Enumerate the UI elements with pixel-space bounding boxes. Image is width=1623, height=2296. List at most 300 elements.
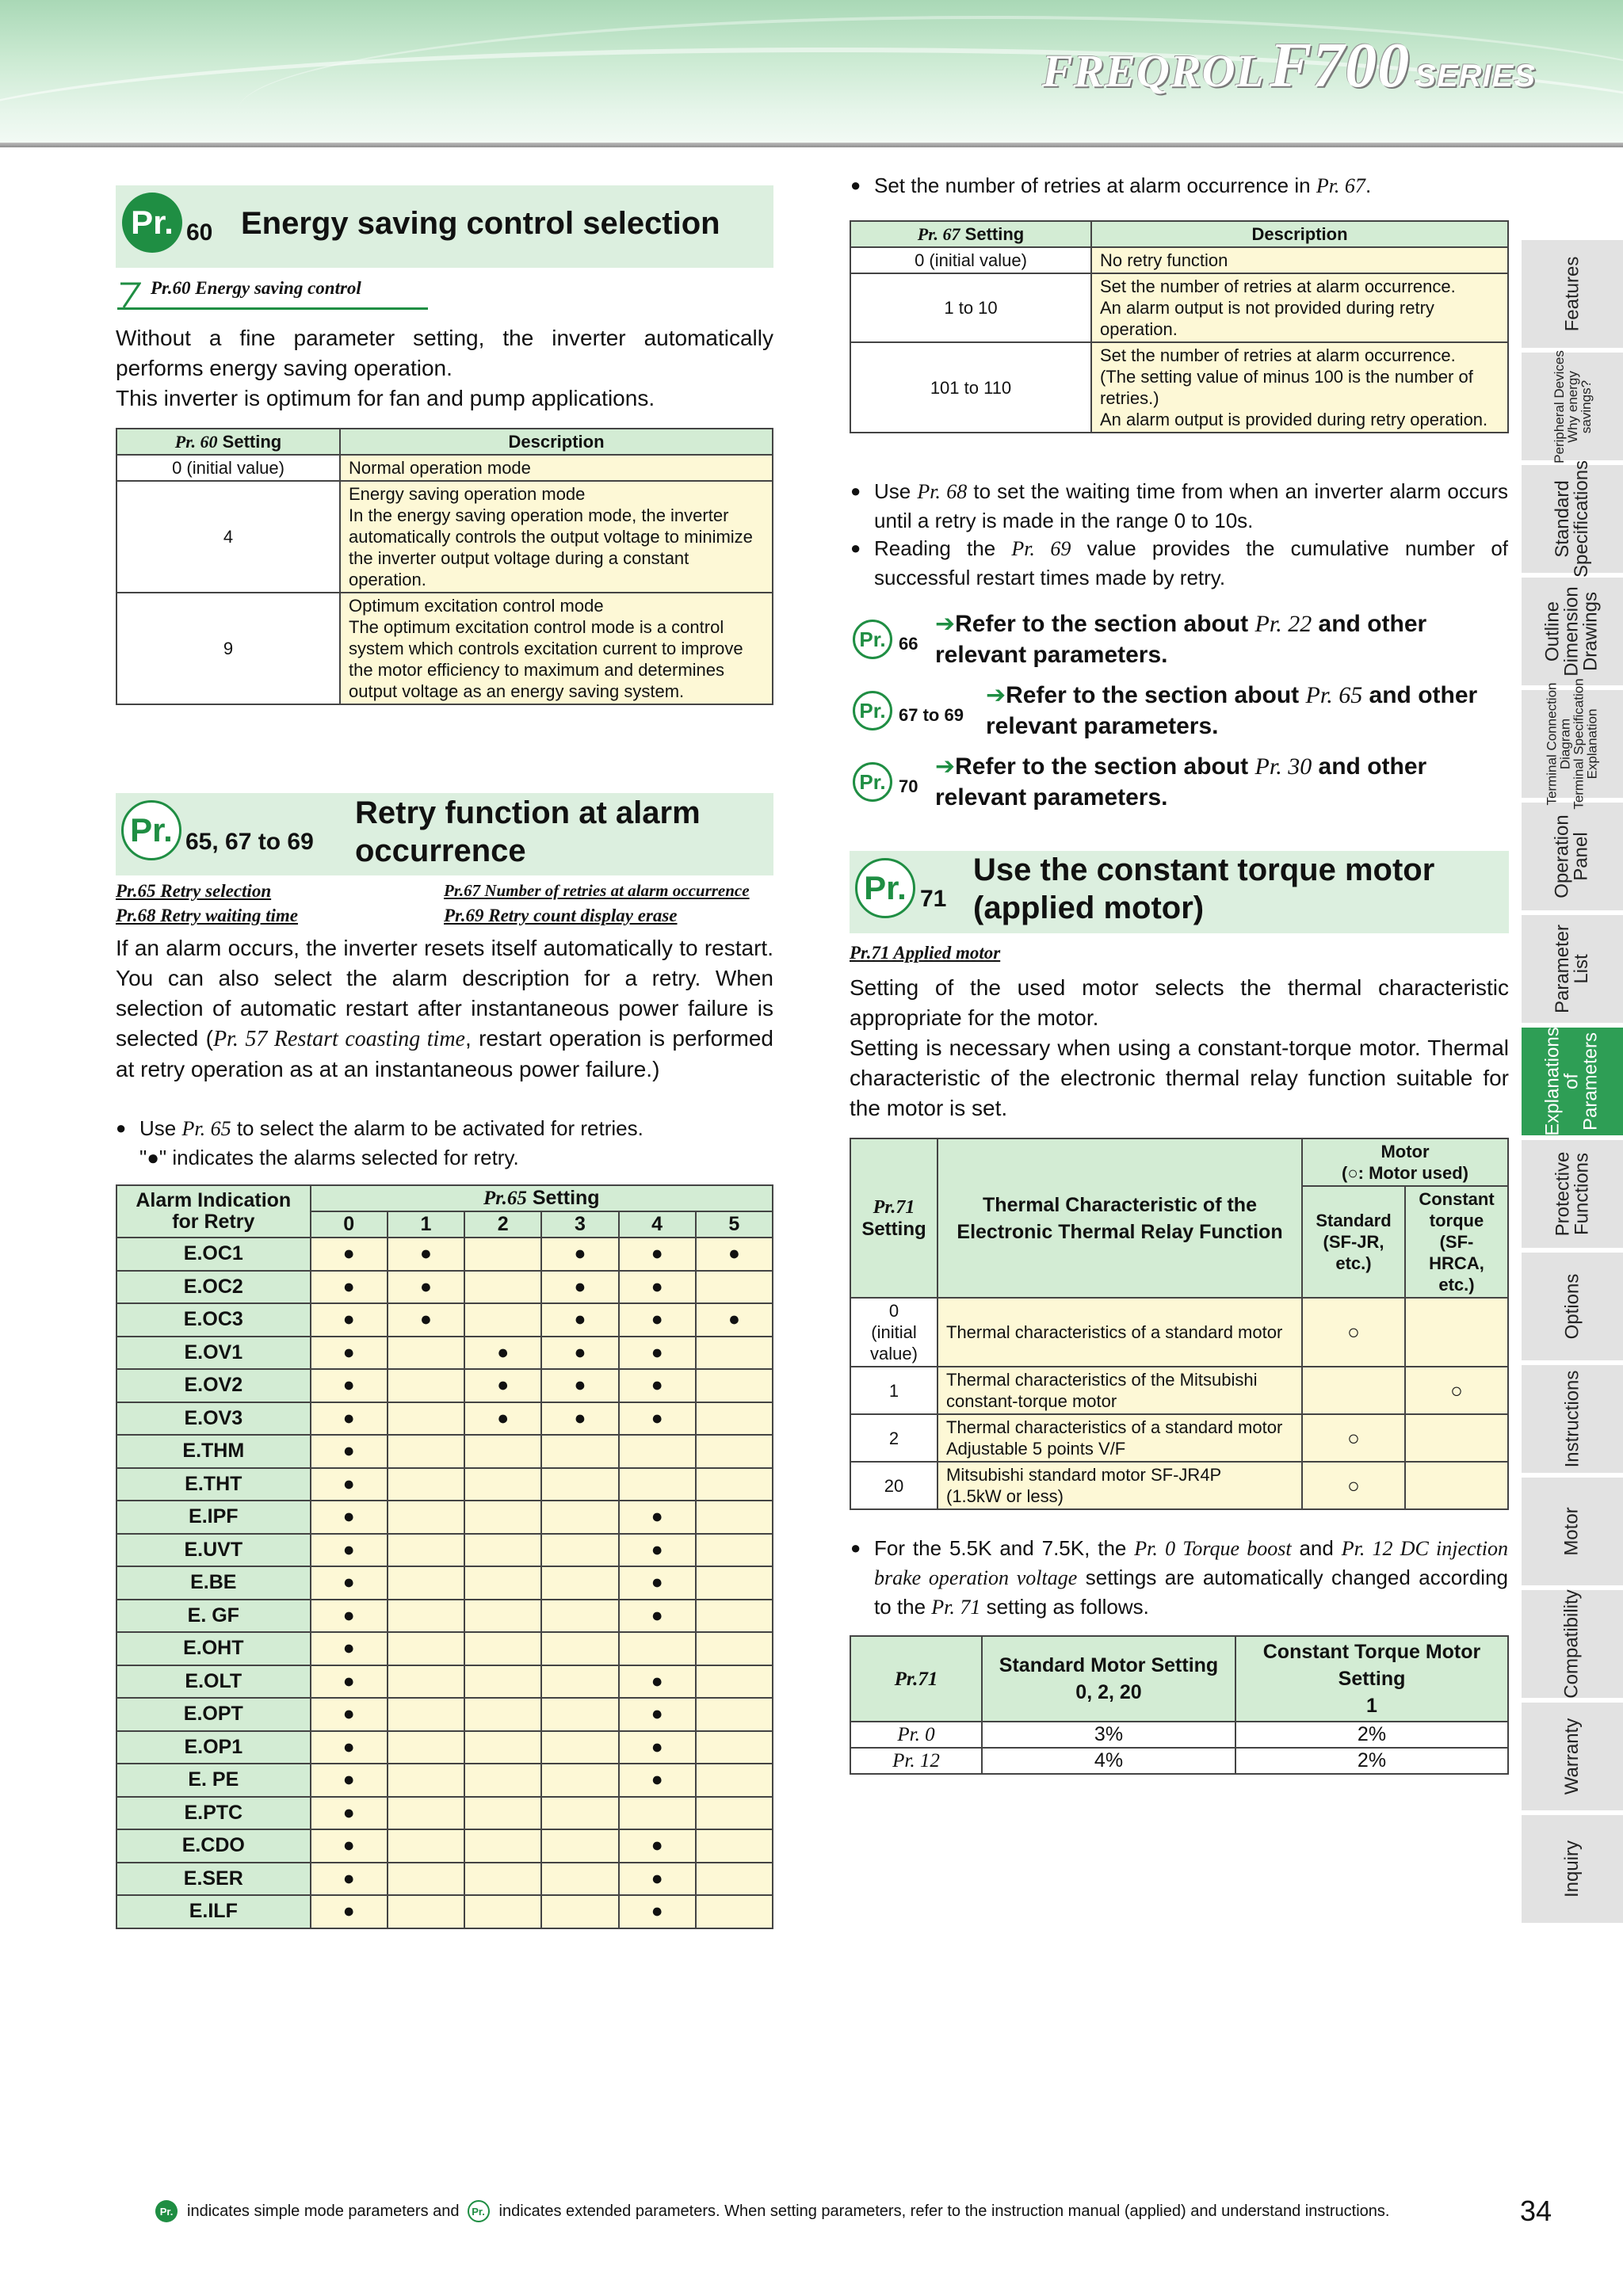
constant-torque-cell: [1405, 1298, 1508, 1367]
column-header: 3: [541, 1211, 618, 1238]
ref-number: 70: [899, 776, 918, 796]
tab-label: Motor: [1560, 1507, 1583, 1556]
retry-mark-cell: ●: [541, 1402, 618, 1436]
alarm-name-cell: E.OC1: [116, 1238, 311, 1271]
retry-mark-cell: [541, 1863, 618, 1896]
retry-mark-cell: ●: [311, 1665, 388, 1699]
pr-extended-badge: Pr.: [855, 858, 915, 918]
constant-torque-cell: [1405, 1462, 1508, 1509]
retry-mark-cell: [388, 1797, 464, 1830]
alarm-name-cell: E.SER: [116, 1863, 311, 1896]
column-header: 2: [464, 1211, 541, 1238]
tab-label: Operation Panel: [1552, 814, 1592, 898]
setting-cell: 9: [116, 593, 340, 704]
paragraph: Setting of the used motor selects the thermal characteristic appropriate for the motor.: [850, 975, 1509, 1030]
brand-freqrol: FREQROL: [1041, 45, 1265, 97]
column-header: Pr.71: [850, 1636, 982, 1722]
pr-extended-badge: Pr.: [121, 800, 181, 860]
setting-cell: 1 to 10: [850, 273, 1091, 342]
retry-mark-cell: ●: [619, 1764, 696, 1797]
column-header: Thermal Characteristic of the Electronic Thermal Relay Function: [938, 1138, 1302, 1298]
retry-mark-cell: ●: [311, 1632, 388, 1665]
parameter-cell: Pr. 0: [850, 1722, 982, 1748]
subsection-link[interactable]: Pr.71 Applied motor: [850, 943, 1001, 963]
arrow-right-icon: ➔: [986, 682, 1006, 708]
standard-value-cell: 3%: [982, 1722, 1235, 1748]
setting-cell: 0 (initial value): [850, 1298, 938, 1367]
description-cell: Set the number of retries at alarm occurrence. (The setting value of minus 100 is the number of retries.) An alarm output is provided during retry operation.: [1091, 342, 1508, 433]
bullet-item: ● Reading the Pr. 69 value provides the cumulative number of successful restart times made by retry.: [850, 534, 1508, 592]
table-row: [116, 1402, 773, 1436]
pr-extended-badge: Pr.: [468, 2200, 490, 2222]
page-number: 34: [1520, 2195, 1552, 2227]
standard-motor-cell: ○: [1302, 1298, 1405, 1367]
retry-mark-cell: [619, 1468, 696, 1501]
section-tab[interactable]: [1520, 1365, 1623, 1473]
retry-mark-cell: [388, 1863, 464, 1896]
table-row: [116, 1797, 773, 1830]
retry-mark-cell: ●: [619, 1829, 696, 1863]
description-cell: No retry function: [1091, 247, 1508, 273]
tab-label: Standard Specifications: [1552, 460, 1593, 578]
retry-mark-cell: [388, 1566, 464, 1600]
retry-mark-cell: [541, 1829, 618, 1863]
retry-mark-cell: ●: [619, 1566, 696, 1600]
column-header: 4: [619, 1211, 696, 1238]
table-row: [116, 593, 773, 704]
retry-mark-cell: [696, 1632, 773, 1665]
retry-mark-cell: [464, 1435, 541, 1468]
retry-mark-cell: [541, 1797, 618, 1830]
table-row: [116, 1238, 773, 1271]
retry-mark-cell: [541, 1632, 618, 1665]
retry-mark-cell: [388, 1501, 464, 1534]
section-tab[interactable]: [1520, 1703, 1623, 1810]
pr60-settings-table: [116, 428, 773, 705]
pr-simple-badge: Pr.: [155, 2200, 178, 2222]
page-header: [0, 0, 1623, 147]
retry-mark-cell: [388, 1632, 464, 1665]
retry-mark-cell: ●: [311, 1369, 388, 1402]
table-row: [850, 1414, 1508, 1462]
alarm-name-cell: E.OV2: [116, 1369, 311, 1402]
retry-mark-cell: [619, 1797, 696, 1830]
retry-mark-cell: ●: [311, 1698, 388, 1731]
alarm-name-cell: E.PTC: [116, 1797, 311, 1830]
retry-mark-cell: ●: [541, 1337, 618, 1370]
column-header: Standard (SF-JR, etc.): [1302, 1186, 1405, 1298]
tab-label: Explanations of Parameters: [1542, 1027, 1602, 1136]
table-row: [116, 1271, 773, 1304]
retry-mark-cell: [619, 1632, 696, 1665]
retry-mark-cell: [696, 1271, 773, 1304]
column-header: 5: [696, 1211, 773, 1238]
section-tab[interactable]: [1520, 240, 1623, 348]
header-rule: [0, 143, 1623, 147]
table-row: [116, 1468, 773, 1501]
cross-reference[interactable]: ➔Refer to the section about Pr. 22 and other relevant parameters.: [935, 611, 1427, 668]
retry-mark-cell: [696, 1600, 773, 1633]
arrow-right-icon: ➔: [935, 611, 956, 637]
retry-mark-cell: ●: [619, 1369, 696, 1402]
alarm-name-cell: E.OV3: [116, 1402, 311, 1436]
retry-mark-cell: ●: [619, 1731, 696, 1764]
column-header: Pr. 67 Setting: [850, 221, 1091, 247]
retry-mark-cell: ●: [541, 1303, 618, 1337]
retry-mark-cell: [696, 1402, 773, 1436]
retry-mark-cell: [464, 1895, 541, 1928]
underline-rule: [117, 307, 428, 310]
pr-extended-badge: Pr.: [853, 762, 892, 802]
column-header: Standard Motor Setting 0, 2, 20: [982, 1636, 1235, 1722]
description-cell: Thermal characteristics of a standard motor Adjustable 5 points V/F: [938, 1414, 1302, 1462]
table-row: [850, 1367, 1508, 1414]
pr-extended-badge: Pr.: [853, 620, 892, 659]
parameter-cell: Pr. 12: [850, 1748, 982, 1774]
table-row: [116, 1600, 773, 1633]
constant-torque-cell: [1405, 1414, 1508, 1462]
paragraph: If an alarm occurs, the inverter resets itself automatically to restart. You can also select the alarm description for a retry. When selection of automatic restart after instantaneous power failure is selected (Pr. 57 Restart coasting time, restart operation is performed at retry operation as at an instantaneous power failure.): [116, 936, 773, 1081]
cross-reference[interactable]: ➔Refer to the section about Pr. 65 and other relevant parameters.: [986, 682, 1478, 739]
constant-torque-cell: ○: [1405, 1367, 1508, 1414]
alarm-name-cell: E.OC2: [116, 1271, 311, 1304]
subsection-link[interactable]: Pr.60 Energy saving control: [151, 278, 361, 298]
retry-mark-cell: [696, 1435, 773, 1468]
tab-label: Terminal Connection Diagram Terminal Specification Explanation: [1545, 678, 1601, 810]
pr-simple-badge: Pr.: [122, 193, 182, 253]
retry-mark-cell: [696, 1566, 773, 1600]
description-cell: Thermal characteristics of a standard motor: [938, 1298, 1302, 1367]
retry-mark-cell: [696, 1369, 773, 1402]
retry-mark-cell: [541, 1764, 618, 1797]
retry-mark-cell: [464, 1797, 541, 1830]
retry-mark-cell: ●: [464, 1337, 541, 1370]
retry-mark-cell: [464, 1534, 541, 1567]
subsection-link[interactable]: Pr.69 Retry count display erase: [444, 906, 678, 925]
retry-mark-cell: ●: [619, 1337, 696, 1370]
retry-mark-cell: ●: [388, 1303, 464, 1337]
retry-mark-cell: ●: [619, 1895, 696, 1928]
retry-mark-cell: [388, 1337, 464, 1370]
retry-mark-cell: ●: [311, 1600, 388, 1633]
column-header: Constant torque (SF-HRCA, etc.): [1405, 1186, 1508, 1298]
section-tab[interactable]: [1520, 678, 1623, 810]
section-tab[interactable]: [1520, 915, 1623, 1023]
retry-mark-cell: [388, 1895, 464, 1928]
alarm-name-cell: E.IPF: [116, 1501, 311, 1534]
alarm-name-cell: E.UVT: [116, 1534, 311, 1567]
tab-label: Protective Functions: [1552, 1151, 1592, 1237]
tab-label: Features: [1561, 256, 1583, 332]
retry-mark-cell: [696, 1665, 773, 1699]
retry-mark-cell: ●: [619, 1863, 696, 1896]
table-row: [850, 1748, 1508, 1774]
retry-mark-cell: [541, 1665, 618, 1699]
retry-mark-cell: ●: [311, 1863, 388, 1896]
retry-mark-cell: [464, 1600, 541, 1633]
subsection-link[interactable]: Pr.65 Retry selection: [116, 881, 272, 901]
retry-mark-cell: [388, 1698, 464, 1731]
table-row: [116, 1829, 773, 1863]
description-cell: Energy saving operation mode In the energy saving operation mode, the inverter automatically controls the output voltage to minimize the inverter output voltage during a constant operation.: [340, 481, 773, 593]
retry-mark-cell: [388, 1600, 464, 1633]
retry-mark-cell: ●: [311, 1501, 388, 1534]
column-header: Constant Torque Motor Setting 1: [1235, 1636, 1508, 1722]
column-header: Description: [1091, 221, 1508, 247]
table-row: [116, 1764, 773, 1797]
constant-value-cell: 2%: [1235, 1748, 1508, 1774]
retry-mark-cell: ●: [696, 1238, 773, 1271]
retry-mark-cell: ●: [311, 1337, 388, 1370]
retry-mark-cell: [464, 1501, 541, 1534]
pr71-thermal-table: [850, 1138, 1509, 1510]
retry-mark-cell: [696, 1337, 773, 1370]
column-header: 0: [311, 1211, 388, 1238]
retry-mark-cell: ●: [388, 1271, 464, 1304]
table-row: [850, 1462, 1508, 1509]
retry-mark-cell: [388, 1534, 464, 1567]
alarm-name-cell: E.THM: [116, 1435, 311, 1468]
retry-mark-cell: [464, 1665, 541, 1699]
setting-cell: 20: [850, 1462, 938, 1509]
section-tab[interactable]: [1520, 1478, 1623, 1585]
column-header: Pr. 60 Setting: [116, 429, 340, 455]
retry-mark-cell: [388, 1369, 464, 1402]
retry-mark-cell: ●: [311, 1303, 388, 1337]
legend-text: indicates extended parameters. When setting parameters, refer to the instruction manual (applied) and understand instructions.: [498, 2202, 1390, 2220]
section-title: Retry function at alarm occurrence: [355, 795, 701, 868]
setting-cell: 0 (initial value): [116, 455, 340, 481]
retry-mark-cell: [464, 1303, 541, 1337]
section-tab[interactable]: [1520, 578, 1623, 685]
table-row: [116, 1435, 773, 1468]
table-row: [116, 455, 773, 481]
retry-mark-cell: [464, 1468, 541, 1501]
column-header: 1: [388, 1211, 464, 1238]
paragraph: This inverter is optimum for fan and pump applications.: [116, 386, 655, 410]
table-row: [116, 1566, 773, 1600]
retry-mark-cell: [464, 1271, 541, 1304]
retry-mark-cell: ●: [619, 1534, 696, 1567]
retry-mark-cell: ●: [619, 1665, 696, 1699]
retry-mark-cell: [541, 1501, 618, 1534]
standard-value-cell: 4%: [982, 1748, 1235, 1774]
retry-mark-cell: ●: [311, 1435, 388, 1468]
retry-alarm-table: [116, 1184, 773, 1929]
ref-number: 67 to 69: [899, 705, 964, 725]
tab-label: Parameter List: [1551, 924, 1592, 1014]
pr-extended-badge: Pr.: [853, 691, 892, 730]
retry-mark-cell: ●: [464, 1402, 541, 1436]
retry-mark-cell: [541, 1435, 618, 1468]
retry-mark-cell: [464, 1863, 541, 1896]
retry-mark-cell: ●: [619, 1698, 696, 1731]
table-row: [850, 342, 1508, 433]
description-cell: Thermal characteristics of the Mitsubishi constant-torque motor: [938, 1367, 1302, 1414]
standard-motor-cell: ○: [1302, 1462, 1405, 1509]
bullet-item: ● For the 5.5K and 7.5K, the Pr. 0 Torque boost and Pr. 12 DC injection brake operation voltage settings are automatically changed according to the Pr. 71 setting as follows.: [850, 1534, 1508, 1622]
retry-mark-cell: [696, 1468, 773, 1501]
retry-mark-cell: [696, 1863, 773, 1896]
setting-cell: 0 (initial value): [850, 247, 1091, 273]
table-row: [116, 1863, 773, 1896]
column-header: Alarm Indication for Retry: [116, 1185, 311, 1238]
table-row: [850, 273, 1508, 342]
alarm-name-cell: E.OP1: [116, 1731, 311, 1764]
setting-cell: 2: [850, 1414, 938, 1462]
retry-mark-cell: [388, 1402, 464, 1436]
bullet-item: ● Use Pr. 65 to select the alarm to be activated for retries. "●" indicates the alarms selected for retry.: [116, 1114, 773, 1172]
table-row: [116, 1665, 773, 1699]
retry-mark-cell: ●: [541, 1369, 618, 1402]
table-row: [116, 481, 773, 593]
retry-mark-cell: ●: [619, 1303, 696, 1337]
retry-mark-cell: ●: [696, 1303, 773, 1337]
section-tabs: [1520, 240, 1623, 1928]
retry-mark-cell: ●: [311, 1895, 388, 1928]
section-number: 65, 67 to 69: [185, 829, 314, 855]
column-header: Motor (○: Motor used): [1302, 1138, 1508, 1186]
retry-mark-cell: ●: [619, 1271, 696, 1304]
alarm-name-cell: E.BE: [116, 1566, 311, 1600]
ref-number: 66: [899, 634, 918, 654]
section-tab[interactable]: [1520, 1815, 1623, 1923]
tab-label: Inquiry: [1560, 1840, 1583, 1898]
subsection-link[interactable]: Pr.68 Retry waiting time: [116, 906, 299, 925]
retry-mark-cell: [696, 1731, 773, 1764]
retry-mark-cell: ●: [311, 1797, 388, 1830]
retry-mark-cell: [696, 1698, 773, 1731]
retry-mark-cell: ●: [619, 1501, 696, 1534]
column-header: Pr.71 Setting: [850, 1138, 938, 1298]
brand-f700: F700: [1269, 31, 1411, 101]
retry-mark-cell: ●: [311, 1238, 388, 1271]
table-row: [116, 1534, 773, 1567]
retry-mark-cell: ●: [619, 1402, 696, 1436]
retry-mark-cell: [541, 1566, 618, 1600]
setting-cell: 4: [116, 481, 340, 593]
standard-motor-cell: ○: [1302, 1414, 1405, 1462]
tab-label: Instructions: [1561, 1370, 1583, 1468]
description-cell: Set the number of retries at alarm occurrence. An alarm output is not provided during retry operation.: [1091, 273, 1508, 342]
section-tab[interactable]: [1520, 1140, 1623, 1248]
retry-mark-cell: ●: [541, 1238, 618, 1271]
brand-logo: [1042, 30, 1536, 102]
section-title: Use the constant torque motor (applied motor): [973, 852, 1435, 925]
section-number: 60: [186, 219, 213, 246]
alarm-name-cell: E. GF: [116, 1600, 311, 1633]
table-row: [850, 1298, 1508, 1367]
alarm-name-cell: E.OV1: [116, 1337, 311, 1370]
tab-label: Peripheral Devices Why energy savings?: [1551, 349, 1594, 463]
paragraph: Setting is necessary when using a constant-torque motor. Thermal characteristic of the electronic thermal relay function suitable for the motor is set.: [850, 1035, 1509, 1120]
retry-mark-cell: [541, 1895, 618, 1928]
retry-mark-cell: [464, 1238, 541, 1271]
brand-series: SERIES: [1415, 59, 1536, 93]
retry-mark-cell: [464, 1698, 541, 1731]
bullet-item: ● Set the number of retries at alarm occurrence in Pr. 67.: [850, 171, 1508, 200]
retry-mark-cell: [619, 1435, 696, 1468]
link-slash-icon: [117, 282, 141, 309]
retry-mark-cell: [696, 1829, 773, 1863]
cross-reference[interactable]: ➔Refer to the section about Pr. 30 and other relevant parameters.: [935, 753, 1427, 810]
table-row: [116, 1632, 773, 1665]
tab-label: Outline Dimension Drawings: [1541, 586, 1602, 677]
section-tab[interactable]: [1520, 349, 1623, 463]
standard-motor-cell: [1302, 1367, 1405, 1414]
legend-text: indicates simple mode parameters and: [187, 2202, 460, 2220]
alarm-name-cell: E.CDO: [116, 1829, 311, 1863]
table-row: [116, 1303, 773, 1337]
alarm-name-cell: E.OPT: [116, 1698, 311, 1731]
retry-mark-cell: [541, 1731, 618, 1764]
paragraph: Without a fine parameter setting, the inverter automatically performs energy saving operation.: [116, 326, 773, 380]
table-row: [116, 1501, 773, 1534]
table-row: [116, 1895, 773, 1928]
description-cell: Mitsubishi standard motor SF-JR4P (1.5kW or less): [938, 1462, 1302, 1509]
retry-mark-cell: ●: [311, 1402, 388, 1436]
retry-mark-cell: [696, 1501, 773, 1534]
retry-mark-cell: [464, 1566, 541, 1600]
setting-cell: 101 to 110: [850, 342, 1091, 433]
retry-mark-cell: [464, 1829, 541, 1863]
retry-mark-cell: [696, 1797, 773, 1830]
section-tab[interactable]: [1520, 803, 1623, 910]
table-row: [116, 1369, 773, 1402]
section-tab[interactable]: [1520, 1028, 1623, 1135]
footer-legend: [155, 2200, 1389, 2222]
retry-mark-cell: ●: [619, 1238, 696, 1271]
retry-mark-cell: ●: [311, 1731, 388, 1764]
alarm-name-cell: E.THT: [116, 1468, 311, 1501]
retry-mark-cell: [696, 1895, 773, 1928]
pr71-auto-settings-table: [850, 1635, 1509, 1775]
retry-mark-cell: [696, 1534, 773, 1567]
retry-mark-cell: [464, 1632, 541, 1665]
retry-mark-cell: ●: [311, 1468, 388, 1501]
bullet-item: ● Use Pr. 68 to set the waiting time from when an inverter alarm occurs until a retry is made in the range 0 to 10s.: [850, 477, 1508, 535]
table-row: [116, 1731, 773, 1764]
retry-mark-cell: ●: [464, 1369, 541, 1402]
retry-mark-cell: [388, 1435, 464, 1468]
arrow-right-icon: ➔: [935, 753, 956, 780]
subsection-link[interactable]: Pr.67 Number of retries at alarm occurrence: [444, 881, 750, 900]
constant-value-cell: 2%: [1235, 1722, 1508, 1748]
retry-mark-cell: [541, 1600, 618, 1633]
section-tab[interactable]: [1520, 1253, 1623, 1360]
tab-label: Warranty: [1561, 1718, 1583, 1795]
alarm-name-cell: E. PE: [116, 1764, 311, 1797]
retry-mark-cell: ●: [311, 1829, 388, 1863]
section-tab[interactable]: [1520, 460, 1623, 578]
retry-mark-cell: [388, 1665, 464, 1699]
table-row: [116, 1337, 773, 1370]
retry-mark-cell: ●: [311, 1764, 388, 1797]
section-tab[interactable]: [1520, 1590, 1623, 1698]
retry-mark-cell: [388, 1468, 464, 1501]
tab-label: Compatibility: [1561, 1589, 1583, 1699]
alarm-name-cell: E.ILF: [116, 1895, 311, 1928]
retry-mark-cell: [541, 1534, 618, 1567]
alarm-name-cell: E.OC3: [116, 1303, 311, 1337]
description-cell: Normal operation mode: [340, 455, 773, 481]
retry-mark-cell: ●: [541, 1271, 618, 1304]
table-row: [116, 1698, 773, 1731]
column-header: Description: [340, 429, 773, 455]
retry-mark-cell: ●: [388, 1238, 464, 1271]
alarm-name-cell: E.OHT: [116, 1632, 311, 1665]
setting-cell: 1: [850, 1367, 938, 1414]
